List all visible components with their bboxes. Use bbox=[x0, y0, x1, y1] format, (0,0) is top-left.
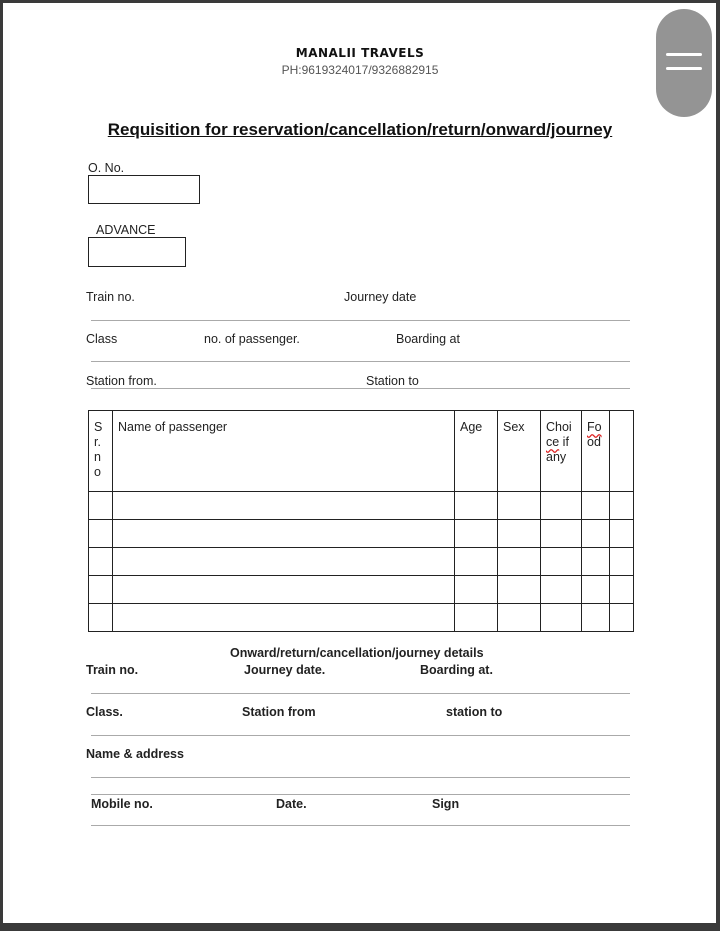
cell[interactable] bbox=[89, 548, 113, 576]
cell[interactable] bbox=[498, 576, 541, 604]
cell[interactable] bbox=[582, 520, 610, 548]
cell[interactable] bbox=[582, 548, 610, 576]
details-heading: Onward/return/cancellation/journey details bbox=[230, 646, 484, 660]
cell[interactable] bbox=[610, 492, 634, 520]
journey-date-label: Journey date bbox=[344, 290, 417, 304]
name-address-line-1[interactable] bbox=[91, 777, 630, 778]
name-address-label: Name & address bbox=[86, 747, 184, 761]
details-train-line[interactable] bbox=[91, 693, 630, 694]
cell[interactable] bbox=[541, 548, 582, 576]
cell[interactable] bbox=[610, 548, 634, 576]
class-line[interactable] bbox=[91, 361, 630, 362]
cell[interactable] bbox=[541, 576, 582, 604]
advance-box[interactable] bbox=[88, 237, 186, 267]
station-from-label: Station from. bbox=[86, 374, 157, 388]
cell[interactable] bbox=[455, 548, 498, 576]
cell[interactable] bbox=[498, 548, 541, 576]
details-station-from-label: Station from bbox=[242, 705, 316, 719]
boarding-at-label: Boarding at bbox=[396, 332, 460, 346]
cell[interactable] bbox=[113, 576, 455, 604]
company-phone: PH:9619324017/9326882915 bbox=[281, 63, 439, 77]
table-row bbox=[89, 520, 634, 548]
table-row bbox=[89, 576, 634, 604]
col-header-choice: Choi ce if any bbox=[541, 411, 582, 492]
col-header-sex: Sex bbox=[498, 411, 541, 492]
cell[interactable] bbox=[582, 576, 610, 604]
details-train-no-label: Train no. bbox=[86, 663, 139, 677]
no-of-passenger-label: no. of passenger. bbox=[204, 332, 300, 346]
table-row bbox=[89, 492, 634, 520]
sign-label: Sign bbox=[432, 797, 460, 811]
cell[interactable] bbox=[541, 604, 582, 632]
o-no-label: O. No. bbox=[88, 161, 125, 175]
cell[interactable] bbox=[89, 576, 113, 604]
advance-label: ADVANCE bbox=[96, 223, 156, 237]
cell[interactable] bbox=[455, 492, 498, 520]
mobile-line[interactable] bbox=[91, 825, 630, 826]
menu-button[interactable] bbox=[656, 9, 712, 117]
mobile-no-label: Mobile no. bbox=[91, 797, 153, 811]
station-line[interactable] bbox=[91, 388, 630, 389]
details-class-label: Class. bbox=[86, 705, 123, 719]
cell[interactable] bbox=[582, 604, 610, 632]
train-line[interactable] bbox=[91, 320, 630, 321]
form-title: Requisition for reservation/cancellation/return/onward/journey bbox=[107, 120, 613, 139]
table-row bbox=[89, 604, 634, 632]
table-row bbox=[89, 548, 634, 576]
cell[interactable] bbox=[610, 576, 634, 604]
cell[interactable] bbox=[610, 520, 634, 548]
cell[interactable] bbox=[455, 576, 498, 604]
cell[interactable] bbox=[89, 520, 113, 548]
cell[interactable] bbox=[113, 492, 455, 520]
cell[interactable] bbox=[582, 492, 610, 520]
col-header-age: Age bbox=[455, 411, 498, 492]
col-header-extra bbox=[610, 411, 634, 492]
col-header-srno: S r. n o bbox=[89, 411, 113, 492]
details-station-to-label: station to bbox=[446, 705, 503, 719]
details-boarding-at-label: Boarding at. bbox=[420, 663, 493, 677]
cell[interactable] bbox=[89, 604, 113, 632]
class-label: Class bbox=[86, 332, 118, 346]
passenger-table bbox=[88, 410, 634, 632]
cell[interactable] bbox=[498, 520, 541, 548]
station-to-label: Station to bbox=[366, 374, 419, 388]
cell[interactable] bbox=[610, 604, 634, 632]
cell[interactable] bbox=[455, 604, 498, 632]
details-journey-date-label: Journey date. bbox=[244, 663, 326, 677]
company-name: MANALII TRAVELS bbox=[295, 46, 425, 60]
o-no-box[interactable] bbox=[88, 175, 200, 204]
col-header-name: Name of passenger bbox=[113, 411, 455, 492]
cell[interactable] bbox=[541, 520, 582, 548]
cell[interactable] bbox=[89, 492, 113, 520]
cell[interactable] bbox=[498, 604, 541, 632]
name-address-line-2[interactable] bbox=[91, 794, 630, 795]
train-no-label: Train no. bbox=[86, 290, 135, 304]
cell[interactable] bbox=[498, 492, 541, 520]
date-label: Date. bbox=[276, 797, 307, 811]
cell[interactable] bbox=[113, 548, 455, 576]
details-class-line[interactable] bbox=[91, 735, 630, 736]
cell[interactable] bbox=[455, 520, 498, 548]
cell[interactable] bbox=[113, 604, 455, 632]
cell[interactable] bbox=[113, 520, 455, 548]
table-header-row bbox=[89, 411, 634, 492]
o-no-underline bbox=[88, 175, 158, 176]
col-header-food: Fo od bbox=[582, 411, 610, 492]
cell[interactable] bbox=[541, 492, 582, 520]
